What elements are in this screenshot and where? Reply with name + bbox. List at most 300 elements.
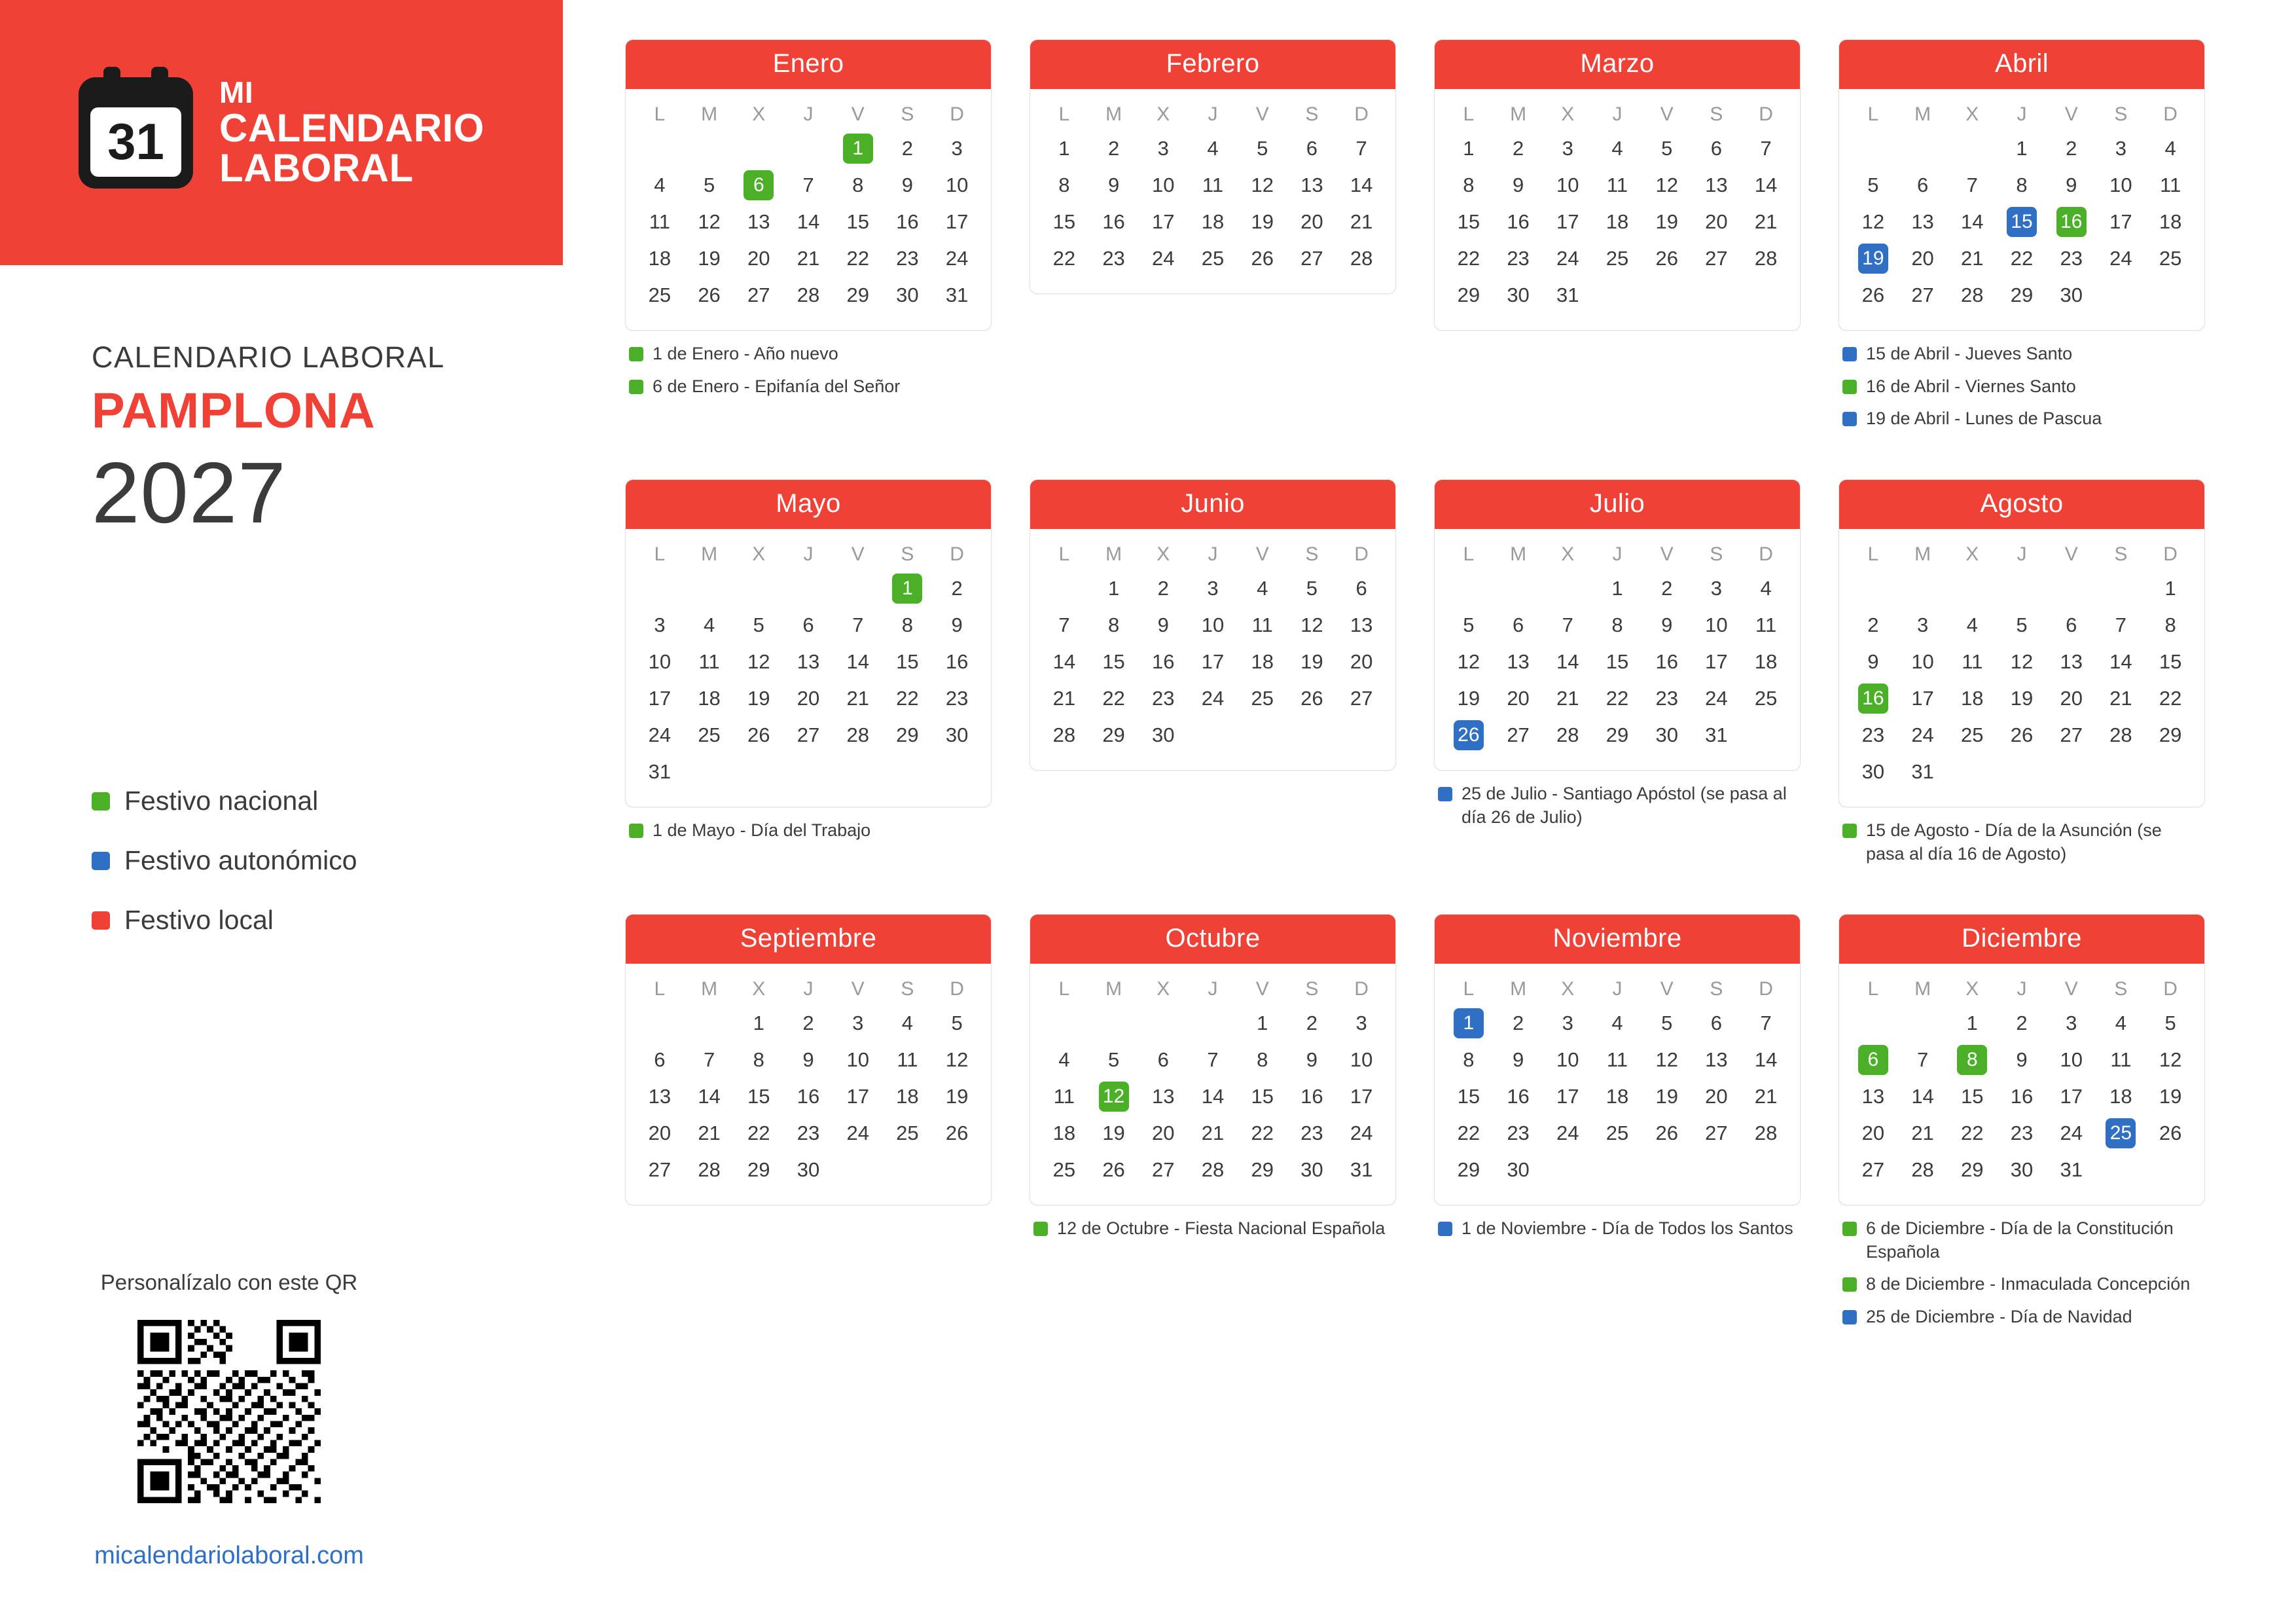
day-cell[interactable]: 1 xyxy=(1257,1012,1268,1034)
day-cell[interactable]: 16 xyxy=(2010,1085,2034,1108)
day-cell[interactable]: 1 xyxy=(1058,137,1070,160)
day-cell[interactable]: 11 xyxy=(1606,1048,1628,1071)
day-cell[interactable]: 8 xyxy=(1257,1048,1268,1071)
day-cell[interactable]: 24 xyxy=(945,247,969,270)
day-cell[interactable]: 4 xyxy=(1611,1012,1623,1034)
day-cell[interactable]: 24 xyxy=(1201,687,1225,710)
day-cell[interactable]: 27 xyxy=(2060,723,2083,746)
day-cell[interactable]: 11 xyxy=(2110,1048,2132,1071)
day-cell[interactable]: 7 xyxy=(703,1048,715,1071)
day-cell[interactable]: 25 xyxy=(1961,723,1984,746)
day-cell[interactable]: 15 xyxy=(1052,210,1076,233)
day-cell[interactable]: 12 xyxy=(1300,613,1323,636)
day-cell[interactable]: 25 xyxy=(1201,247,1225,270)
day-cell[interactable]: 31 xyxy=(2060,1158,2083,1181)
day-cell[interactable]: 11 xyxy=(1251,613,1273,636)
day-cell[interactable]: 21 xyxy=(1911,1122,1934,1144)
day-cell[interactable] xyxy=(2047,204,2096,240)
day-cell[interactable]: 22 xyxy=(1251,1122,1274,1144)
day-cell[interactable]: 4 xyxy=(1257,577,1268,600)
day-cell[interactable]: 17 xyxy=(1556,210,1579,233)
day-cell[interactable]: 22 xyxy=(1605,687,1629,710)
day-cell[interactable]: 1 xyxy=(2016,137,2028,160)
day-cell[interactable]: 8 xyxy=(1058,173,1070,196)
day-cell[interactable]: 18 xyxy=(1605,1085,1629,1108)
day-cell[interactable]: 6 xyxy=(1512,613,1524,636)
day-cell[interactable]: 24 xyxy=(1152,247,1175,270)
day-cell[interactable]: 18 xyxy=(896,1085,919,1108)
day-cell[interactable]: 22 xyxy=(1052,247,1076,270)
day-cell[interactable]: 18 xyxy=(2109,1085,2132,1108)
website-link[interactable]: micalendariolaboral.com xyxy=(94,1542,364,1569)
day-cell[interactable]: 25 xyxy=(2159,247,2182,270)
day-cell[interactable] xyxy=(2096,1116,2146,1151)
day-cell[interactable]: 12 xyxy=(2159,1048,2182,1071)
day-cell[interactable]: 5 xyxy=(703,173,715,196)
day-cell[interactable]: 23 xyxy=(896,247,919,270)
day-cell[interactable]: 20 xyxy=(1911,247,1934,270)
day-cell[interactable]: 28 xyxy=(1911,1158,1934,1181)
day-cell[interactable]: 24 xyxy=(2109,247,2132,270)
day-cell[interactable]: 12 xyxy=(1655,173,1678,196)
day-cell[interactable]: 26 xyxy=(1251,247,1274,270)
day-cell[interactable]: 13 xyxy=(1705,173,1728,196)
day-cell[interactable]: 18 xyxy=(2159,210,2182,233)
day-cell[interactable]: 26 xyxy=(698,283,721,306)
day-cell[interactable]: 14 xyxy=(797,210,820,233)
day-cell[interactable]: 29 xyxy=(1102,723,1125,746)
day-cell[interactable]: 20 xyxy=(1507,687,1530,710)
day-cell[interactable]: 27 xyxy=(1861,1158,1885,1181)
day-cell[interactable]: 30 xyxy=(945,723,969,746)
day-cell[interactable]: 25 xyxy=(1605,1122,1629,1144)
day-cell[interactable]: 26 xyxy=(945,1122,969,1144)
day-cell[interactable]: 18 xyxy=(1201,210,1225,233)
day-cell[interactable]: 11 xyxy=(897,1048,918,1071)
day-cell[interactable]: 7 xyxy=(852,613,864,636)
day-cell[interactable]: 8 xyxy=(852,173,864,196)
day-cell[interactable]: 11 xyxy=(649,210,670,233)
day-cell[interactable]: 13 xyxy=(1300,173,1323,196)
day-cell[interactable]: 5 xyxy=(1257,137,1268,160)
day-cell[interactable]: 2 xyxy=(1867,613,1879,636)
day-cell[interactable]: 7 xyxy=(1966,173,1978,196)
day-cell[interactable]: 18 xyxy=(1754,650,1778,673)
day-cell[interactable]: 25 xyxy=(1052,1158,1076,1181)
day-cell[interactable]: 22 xyxy=(1457,1122,1480,1144)
day-cell[interactable]: 8 xyxy=(1463,173,1475,196)
day-cell[interactable]: 22 xyxy=(747,1122,770,1144)
day-cell[interactable]: 18 xyxy=(1052,1122,1076,1144)
day-cell[interactable]: 15 xyxy=(846,210,869,233)
day-cell[interactable]: 20 xyxy=(648,1122,672,1144)
day-cell[interactable]: 9 xyxy=(1661,613,1673,636)
day-cell[interactable]: 8 xyxy=(1611,613,1623,636)
day-cell[interactable]: 19 xyxy=(2010,687,2034,710)
day-cell[interactable]: 15 xyxy=(1605,650,1629,673)
day-cell[interactable]: 15 xyxy=(747,1085,770,1108)
day-cell[interactable]: 28 xyxy=(1052,723,1076,746)
day-cell[interactable]: 16 xyxy=(896,210,919,233)
day-cell[interactable]: 19 xyxy=(1251,210,1274,233)
day-cell[interactable]: 3 xyxy=(2115,137,2127,160)
day-cell[interactable]: 6 xyxy=(1710,1012,1723,1034)
day-cell[interactable]: 23 xyxy=(1102,247,1125,270)
day-cell[interactable]: 20 xyxy=(1705,210,1728,233)
day-cell[interactable]: 16 xyxy=(1507,1085,1530,1108)
day-cell[interactable]: 8 xyxy=(753,1048,764,1071)
day-cell[interactable]: 14 xyxy=(846,650,869,673)
day-cell[interactable]: 7 xyxy=(1058,613,1070,636)
day-cell[interactable]: 3 xyxy=(852,1012,864,1034)
day-cell[interactable]: 14 xyxy=(1052,650,1076,673)
day-cell[interactable]: 22 xyxy=(896,687,919,710)
day-cell[interactable]: 2 xyxy=(1306,1012,1318,1034)
day-cell[interactable]: 4 xyxy=(703,613,715,636)
day-cell[interactable]: 16 xyxy=(1300,1085,1323,1108)
day-cell[interactable]: 18 xyxy=(1605,210,1629,233)
day-cell[interactable]: 9 xyxy=(1867,650,1879,673)
day-cell[interactable]: 4 xyxy=(654,173,666,196)
day-cell[interactable]: 5 xyxy=(2016,613,2028,636)
day-cell[interactable]: 13 xyxy=(1507,650,1530,673)
day-cell[interactable]: 29 xyxy=(1457,283,1480,306)
day-cell[interactable]: 3 xyxy=(951,137,963,160)
day-cell[interactable]: 21 xyxy=(2109,687,2132,710)
day-cell[interactable]: 20 xyxy=(1300,210,1323,233)
day-cell[interactable]: 2 xyxy=(1512,1012,1524,1034)
day-cell[interactable]: 18 xyxy=(698,687,721,710)
day-cell[interactable]: 31 xyxy=(945,283,969,306)
day-cell[interactable]: 28 xyxy=(1754,247,1778,270)
day-cell[interactable] xyxy=(1089,1079,1139,1114)
day-cell[interactable]: 21 xyxy=(1754,1085,1778,1108)
day-cell[interactable]: 12 xyxy=(747,650,770,673)
day-cell[interactable]: 6 xyxy=(1916,173,1929,196)
day-cell[interactable]: 30 xyxy=(1152,723,1175,746)
day-cell[interactable]: 12 xyxy=(1861,210,1885,233)
qr-code-image[interactable] xyxy=(137,1320,321,1503)
day-cell[interactable]: 1 xyxy=(1107,577,1120,600)
day-cell[interactable]: 13 xyxy=(1911,210,1934,233)
day-cell[interactable] xyxy=(1947,1042,1997,1078)
day-cell[interactable]: 10 xyxy=(846,1048,869,1071)
day-cell[interactable]: 24 xyxy=(1911,723,1934,746)
day-cell[interactable]: 28 xyxy=(1201,1158,1225,1181)
day-cell[interactable]: 14 xyxy=(1556,650,1579,673)
day-cell[interactable]: 12 xyxy=(945,1048,969,1071)
day-cell[interactable]: 20 xyxy=(1861,1122,1885,1144)
day-cell[interactable]: 10 xyxy=(1556,173,1579,196)
day-cell[interactable]: 30 xyxy=(2060,283,2083,306)
day-cell[interactable]: 26 xyxy=(1655,1122,1678,1144)
day-cell[interactable]: 29 xyxy=(1961,1158,1984,1181)
day-cell[interactable]: 23 xyxy=(1507,1122,1530,1144)
day-cell[interactable]: 4 xyxy=(2115,1012,2127,1034)
day-cell[interactable]: 30 xyxy=(797,1158,820,1181)
day-cell[interactable]: 27 xyxy=(1507,723,1530,746)
day-cell[interactable]: 9 xyxy=(1306,1048,1318,1071)
day-cell[interactable]: 31 xyxy=(1911,760,1934,783)
day-cell[interactable]: 22 xyxy=(1961,1122,1984,1144)
day-cell[interactable]: 24 xyxy=(2060,1122,2083,1144)
day-cell[interactable]: 3 xyxy=(1562,1012,1573,1034)
day-cell[interactable]: 18 xyxy=(648,247,672,270)
day-cell[interactable]: 1 xyxy=(753,1012,764,1034)
day-cell[interactable]: 5 xyxy=(1661,137,1673,160)
day-cell[interactable]: 15 xyxy=(1961,1085,1984,1108)
day-cell[interactable]: 11 xyxy=(1053,1085,1075,1108)
day-cell[interactable]: 1 xyxy=(1611,577,1623,600)
day-cell[interactable]: 20 xyxy=(747,247,770,270)
day-cell[interactable]: 19 xyxy=(1300,650,1323,673)
day-cell[interactable]: 4 xyxy=(1760,577,1772,600)
day-cell[interactable]: 13 xyxy=(1861,1085,1885,1108)
day-cell[interactable]: 28 xyxy=(797,283,820,306)
day-cell[interactable]: 21 xyxy=(1961,247,1984,270)
day-cell[interactable]: 19 xyxy=(698,247,721,270)
day-cell[interactable]: 12 xyxy=(1251,173,1274,196)
day-cell[interactable]: 25 xyxy=(1605,247,1629,270)
day-cell[interactable]: 30 xyxy=(1300,1158,1323,1181)
day-cell[interactable]: 11 xyxy=(1202,173,1224,196)
day-cell[interactable]: 7 xyxy=(802,173,814,196)
day-cell[interactable]: 5 xyxy=(1107,1048,1120,1071)
day-cell[interactable]: 23 xyxy=(1655,687,1678,710)
day-cell[interactable]: 19 xyxy=(945,1085,969,1108)
day-cell[interactable]: 10 xyxy=(2060,1048,2083,1071)
day-cell[interactable]: 29 xyxy=(1605,723,1629,746)
day-cell[interactable]: 10 xyxy=(1152,173,1175,196)
day-cell[interactable]: 9 xyxy=(2016,1048,2028,1071)
day-cell[interactable]: 4 xyxy=(1966,613,1978,636)
day-cell[interactable]: 7 xyxy=(1916,1048,1929,1071)
day-cell[interactable]: 6 xyxy=(1710,137,1723,160)
day-cell[interactable]: 22 xyxy=(2010,247,2034,270)
day-cell[interactable]: 10 xyxy=(1350,1048,1373,1071)
day-cell[interactable]: 31 xyxy=(1705,723,1728,746)
day-cell[interactable] xyxy=(1444,1006,1494,1041)
day-cell[interactable]: 3 xyxy=(654,613,666,636)
day-cell[interactable]: 15 xyxy=(896,650,919,673)
day-cell[interactable]: 28 xyxy=(2109,723,2132,746)
day-cell[interactable]: 2 xyxy=(2066,137,2077,160)
day-cell[interactable]: 28 xyxy=(698,1158,721,1181)
day-cell[interactable]: 8 xyxy=(1463,1048,1475,1071)
day-cell[interactable]: 7 xyxy=(1207,1048,1219,1071)
day-cell[interactable]: 2 xyxy=(1661,577,1673,600)
day-cell[interactable]: 8 xyxy=(2016,173,2028,196)
day-cell[interactable]: 11 xyxy=(1755,613,1777,636)
day-cell[interactable]: 18 xyxy=(1251,650,1274,673)
day-cell[interactable]: 16 xyxy=(1102,210,1125,233)
day-cell[interactable]: 13 xyxy=(747,210,770,233)
day-cell[interactable]: 11 xyxy=(698,650,720,673)
day-cell[interactable]: 27 xyxy=(1705,1122,1728,1144)
day-cell[interactable]: 27 xyxy=(1300,247,1323,270)
day-cell[interactable]: 24 xyxy=(1705,687,1728,710)
day-cell[interactable]: 29 xyxy=(1457,1158,1480,1181)
day-cell[interactable]: 17 xyxy=(1556,1085,1579,1108)
day-cell[interactable]: 24 xyxy=(846,1122,869,1144)
day-cell[interactable]: 19 xyxy=(2159,1085,2182,1108)
day-cell[interactable]: 2 xyxy=(951,577,963,600)
day-cell[interactable]: 17 xyxy=(1705,650,1728,673)
day-cell[interactable]: 25 xyxy=(648,283,672,306)
day-cell[interactable]: 30 xyxy=(1655,723,1678,746)
day-cell[interactable]: 3 xyxy=(1562,137,1573,160)
day-cell[interactable]: 26 xyxy=(747,723,770,746)
day-cell[interactable] xyxy=(883,571,933,606)
day-cell[interactable]: 20 xyxy=(797,687,820,710)
day-cell[interactable]: 14 xyxy=(1754,173,1778,196)
day-cell[interactable]: 29 xyxy=(1251,1158,1274,1181)
day-cell[interactable]: 28 xyxy=(1961,283,1984,306)
day-cell[interactable]: 26 xyxy=(2010,723,2034,746)
day-cell[interactable]: 10 xyxy=(945,173,969,196)
day-cell[interactable]: 16 xyxy=(1507,210,1530,233)
day-cell[interactable]: 19 xyxy=(1102,1122,1125,1144)
day-cell[interactable]: 8 xyxy=(2164,613,2176,636)
day-cell[interactable]: 13 xyxy=(1152,1085,1175,1108)
day-cell[interactable]: 23 xyxy=(1152,687,1175,710)
day-cell[interactable]: 26 xyxy=(1861,283,1885,306)
day-cell[interactable]: 4 xyxy=(2164,137,2176,160)
day-cell[interactable]: 17 xyxy=(1350,1085,1373,1108)
day-cell[interactable]: 28 xyxy=(1350,247,1373,270)
day-cell[interactable]: 6 xyxy=(1306,137,1318,160)
day-cell[interactable]: 19 xyxy=(1655,1085,1678,1108)
day-cell[interactable]: 20 xyxy=(1152,1122,1175,1144)
day-cell[interactable]: 9 xyxy=(1512,173,1524,196)
day-cell[interactable]: 6 xyxy=(1157,1048,1169,1071)
day-cell[interactable] xyxy=(833,131,883,166)
day-cell[interactable]: 22 xyxy=(1102,687,1125,710)
day-cell[interactable]: 22 xyxy=(1457,247,1480,270)
day-cell[interactable]: 29 xyxy=(747,1158,770,1181)
day-cell[interactable]: 8 xyxy=(901,613,914,636)
day-cell[interactable]: 30 xyxy=(896,283,919,306)
day-cell[interactable]: 5 xyxy=(951,1012,963,1034)
day-cell[interactable]: 1 xyxy=(2164,577,2176,600)
day-cell[interactable]: 27 xyxy=(1705,247,1728,270)
day-cell[interactable]: 30 xyxy=(1861,760,1885,783)
day-cell[interactable]: 27 xyxy=(747,283,770,306)
day-cell[interactable]: 17 xyxy=(1152,210,1175,233)
day-cell[interactable]: 17 xyxy=(945,210,969,233)
day-cell[interactable]: 25 xyxy=(1754,687,1778,710)
day-cell[interactable]: 31 xyxy=(648,760,672,783)
day-cell[interactable]: 9 xyxy=(2066,173,2077,196)
day-cell[interactable]: 27 xyxy=(797,723,820,746)
day-cell[interactable]: 7 xyxy=(1355,137,1367,160)
day-cell[interactable]: 13 xyxy=(648,1085,672,1108)
day-cell[interactable]: 3 xyxy=(1355,1012,1367,1034)
day-cell[interactable]: 7 xyxy=(2115,613,2127,636)
day-cell[interactable]: 13 xyxy=(2060,650,2083,673)
day-cell[interactable]: 16 xyxy=(1152,650,1175,673)
day-cell[interactable]: 5 xyxy=(753,613,764,636)
day-cell[interactable]: 10 xyxy=(2109,173,2132,196)
day-cell[interactable]: 3 xyxy=(1710,577,1723,600)
day-cell[interactable]: 17 xyxy=(648,687,672,710)
day-cell[interactable]: 6 xyxy=(2066,613,2077,636)
day-cell[interactable]: 26 xyxy=(1102,1158,1125,1181)
day-cell[interactable]: 10 xyxy=(1556,1048,1579,1071)
day-cell[interactable]: 1 xyxy=(1463,137,1475,160)
day-cell[interactable]: 27 xyxy=(1911,283,1934,306)
day-cell[interactable]: 2 xyxy=(802,1012,814,1034)
day-cell[interactable]: 10 xyxy=(648,650,672,673)
day-cell[interactable]: 6 xyxy=(1355,577,1367,600)
day-cell[interactable]: 3 xyxy=(1916,613,1929,636)
day-cell[interactable]: 25 xyxy=(698,723,721,746)
day-cell[interactable]: 4 xyxy=(1611,137,1623,160)
day-cell[interactable]: 20 xyxy=(1350,650,1373,673)
day-cell[interactable]: 21 xyxy=(1556,687,1579,710)
day-cell[interactable]: 14 xyxy=(698,1085,721,1108)
day-cell[interactable]: 5 xyxy=(1463,613,1475,636)
day-cell[interactable]: 17 xyxy=(846,1085,869,1108)
day-cell[interactable]: 5 xyxy=(1661,1012,1673,1034)
day-cell[interactable]: 14 xyxy=(1754,1048,1778,1071)
day-cell[interactable]: 31 xyxy=(1350,1158,1373,1181)
day-cell[interactable]: 7 xyxy=(1760,137,1772,160)
day-cell[interactable]: 17 xyxy=(2060,1085,2083,1108)
day-cell[interactable]: 29 xyxy=(2010,283,2034,306)
day-cell[interactable]: 21 xyxy=(797,247,820,270)
day-cell[interactable]: 31 xyxy=(1556,283,1579,306)
day-cell[interactable]: 19 xyxy=(747,687,770,710)
day-cell[interactable]: 25 xyxy=(1251,687,1274,710)
day-cell[interactable]: 23 xyxy=(945,687,969,710)
day-cell[interactable]: 4 xyxy=(1058,1048,1070,1071)
day-cell[interactable]: 27 xyxy=(648,1158,672,1181)
day-cell[interactable] xyxy=(1997,204,2047,240)
day-cell[interactable]: 23 xyxy=(2010,1122,2034,1144)
day-cell[interactable] xyxy=(1444,718,1494,753)
day-cell[interactable]: 23 xyxy=(2060,247,2083,270)
day-cell[interactable]: 16 xyxy=(1655,650,1678,673)
day-cell[interactable]: 10 xyxy=(1911,650,1934,673)
day-cell[interactable]: 2 xyxy=(2016,1012,2028,1034)
day-cell[interactable] xyxy=(1848,1042,1898,1078)
day-cell[interactable]: 14 xyxy=(1911,1085,1934,1108)
day-cell[interactable]: 16 xyxy=(797,1085,820,1108)
day-cell[interactable]: 11 xyxy=(1962,650,1983,673)
day-cell[interactable]: 21 xyxy=(1052,687,1076,710)
day-cell[interactable]: 24 xyxy=(648,723,672,746)
day-cell[interactable]: 3 xyxy=(1157,137,1169,160)
day-cell[interactable]: 6 xyxy=(802,613,814,636)
day-cell[interactable]: 14 xyxy=(1961,210,1984,233)
day-cell[interactable]: 15 xyxy=(1102,650,1125,673)
day-cell[interactable]: 28 xyxy=(1556,723,1579,746)
day-cell[interactable]: 15 xyxy=(1457,1085,1480,1108)
day-cell[interactable]: 9 xyxy=(901,173,914,196)
day-cell[interactable]: 13 xyxy=(1350,613,1373,636)
day-cell[interactable]: 24 xyxy=(1556,247,1579,270)
day-cell[interactable]: 2 xyxy=(1157,577,1169,600)
day-cell[interactable]: 11 xyxy=(2160,173,2181,196)
day-cell[interactable]: 19 xyxy=(1655,210,1678,233)
day-cell[interactable]: 4 xyxy=(1207,137,1219,160)
day-cell[interactable]: 5 xyxy=(1867,173,1879,196)
day-cell[interactable]: 29 xyxy=(2159,723,2182,746)
day-cell[interactable]: 28 xyxy=(846,723,869,746)
day-cell[interactable]: 14 xyxy=(1201,1085,1225,1108)
day-cell[interactable]: 10 xyxy=(1705,613,1728,636)
